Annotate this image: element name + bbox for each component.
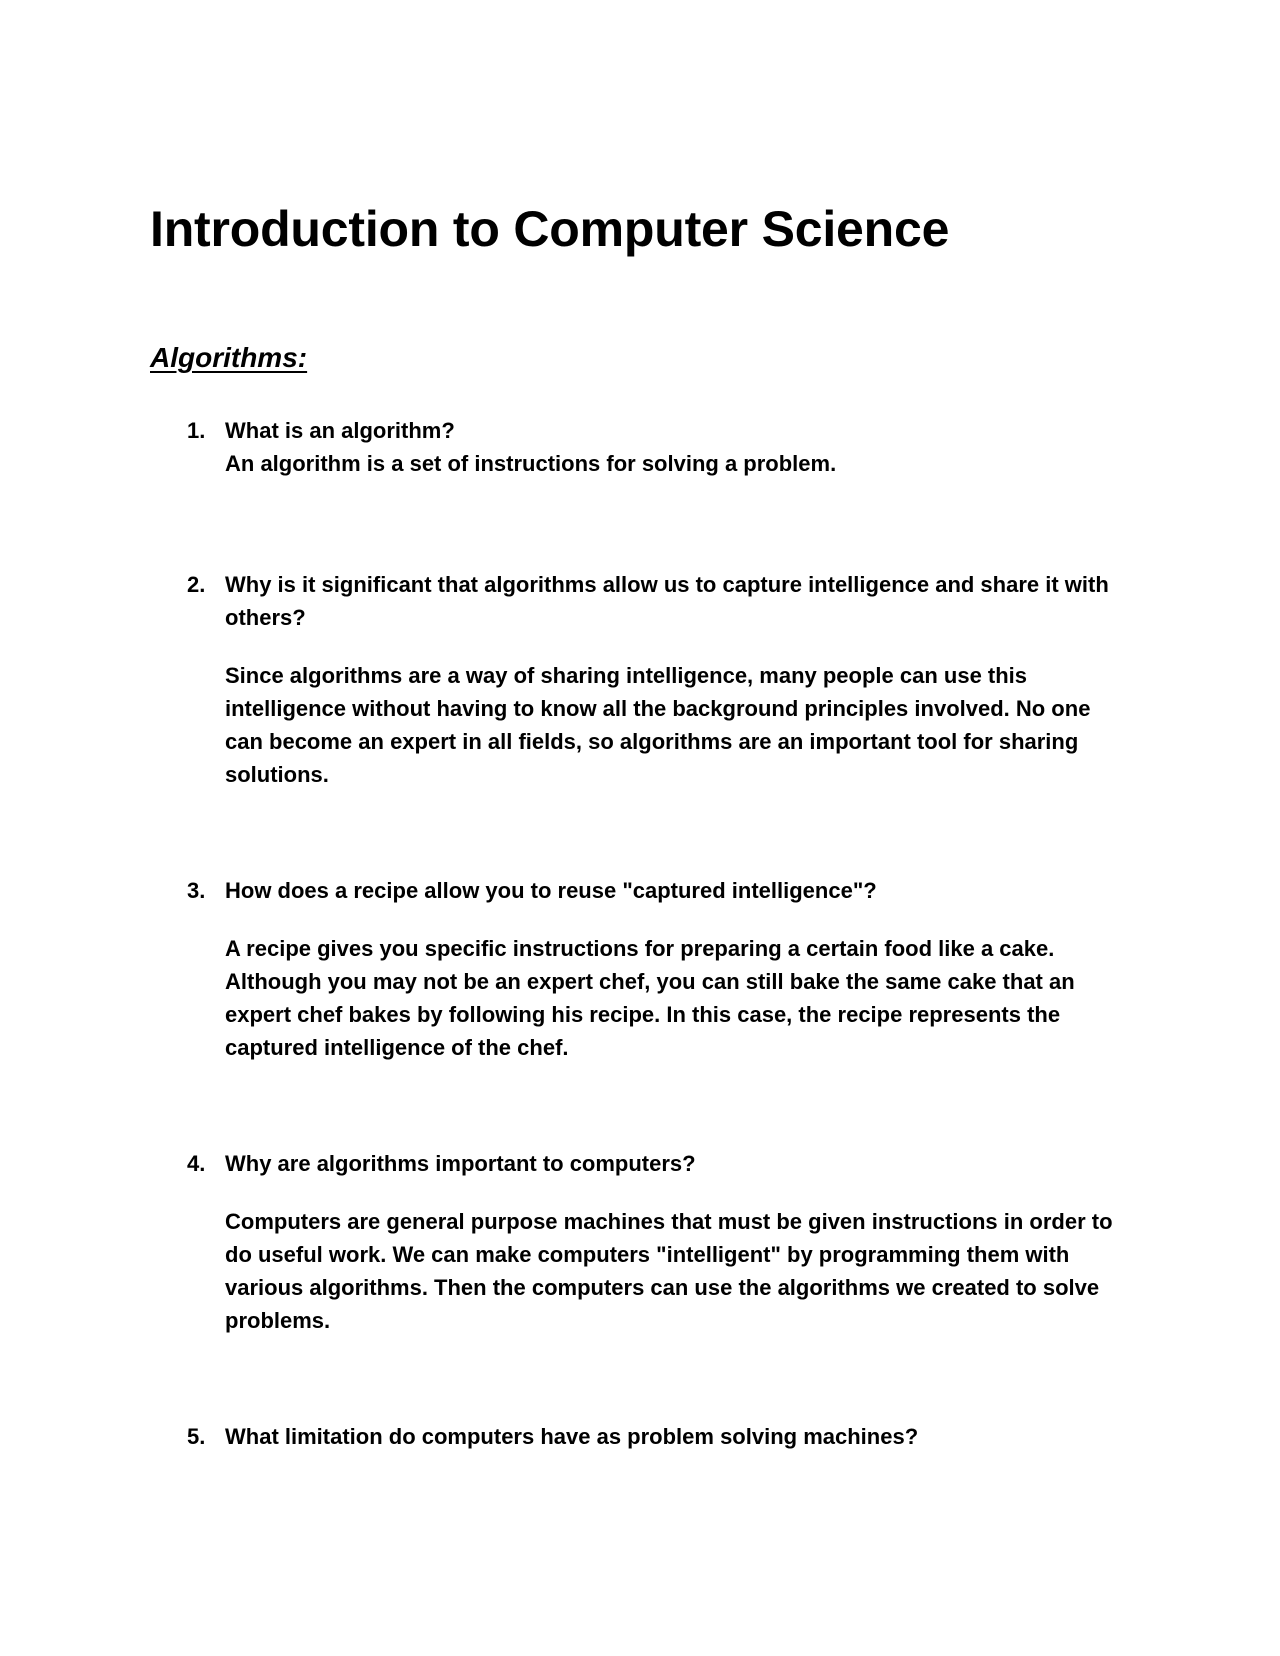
question-text: Why are algorithms important to computers? — [225, 1151, 696, 1176]
question-item-1 — [187, 414, 1127, 480]
question-text: What is an algorithm? — [225, 418, 455, 443]
question-item-3 — [187, 874, 1127, 1064]
question-text: What limitation do computers have as problem solving machines? — [225, 1424, 919, 1449]
question-number: 5. — [187, 1424, 206, 1449]
question-item-4 — [187, 1147, 1127, 1337]
answer-text: Since algorithms are a way of sharing intelligence, many people can use this intelligence without having to know all the background principles involved. No one can become an expert in all fields, so algorithms are an important tool for sharing solutions. — [225, 663, 1091, 787]
question-number: 4. — [187, 1151, 206, 1176]
document-title: Introduction to Computer Science — [150, 201, 950, 257]
question-text: Why is it significant that algorithms allow us to capture intelligence and share it with others? — [225, 572, 1109, 630]
answer-text: A recipe gives you specific instructions for preparing a certain food like a cake. Although you may not be an expert chef, you can still bake the same cake that an expert chef bakes by following his recipe. In this case, the recipe represents the captured intelligence of the chef. — [225, 936, 1075, 1060]
section-heading-algorithms: Algorithms: — [150, 342, 308, 373]
question-number: 3. — [187, 878, 206, 903]
question-number: 2. — [187, 572, 206, 597]
question-item-2 — [187, 568, 1127, 791]
question-number: 1. — [187, 418, 206, 443]
answer-text: An algorithm is a set of instructions for solving a problem. — [225, 451, 837, 476]
answer-text: Computers are general purpose machines that must be given instructions in order to do useful work. We can make computers "intelligent" by programming them with various algorithms. Then the computers can use the algorithms we created to solve problems. — [225, 1209, 1113, 1333]
question-text: How does a recipe allow you to reuse "captured intelligence"? — [225, 878, 877, 903]
question-item-5 — [187, 1420, 1127, 1453]
